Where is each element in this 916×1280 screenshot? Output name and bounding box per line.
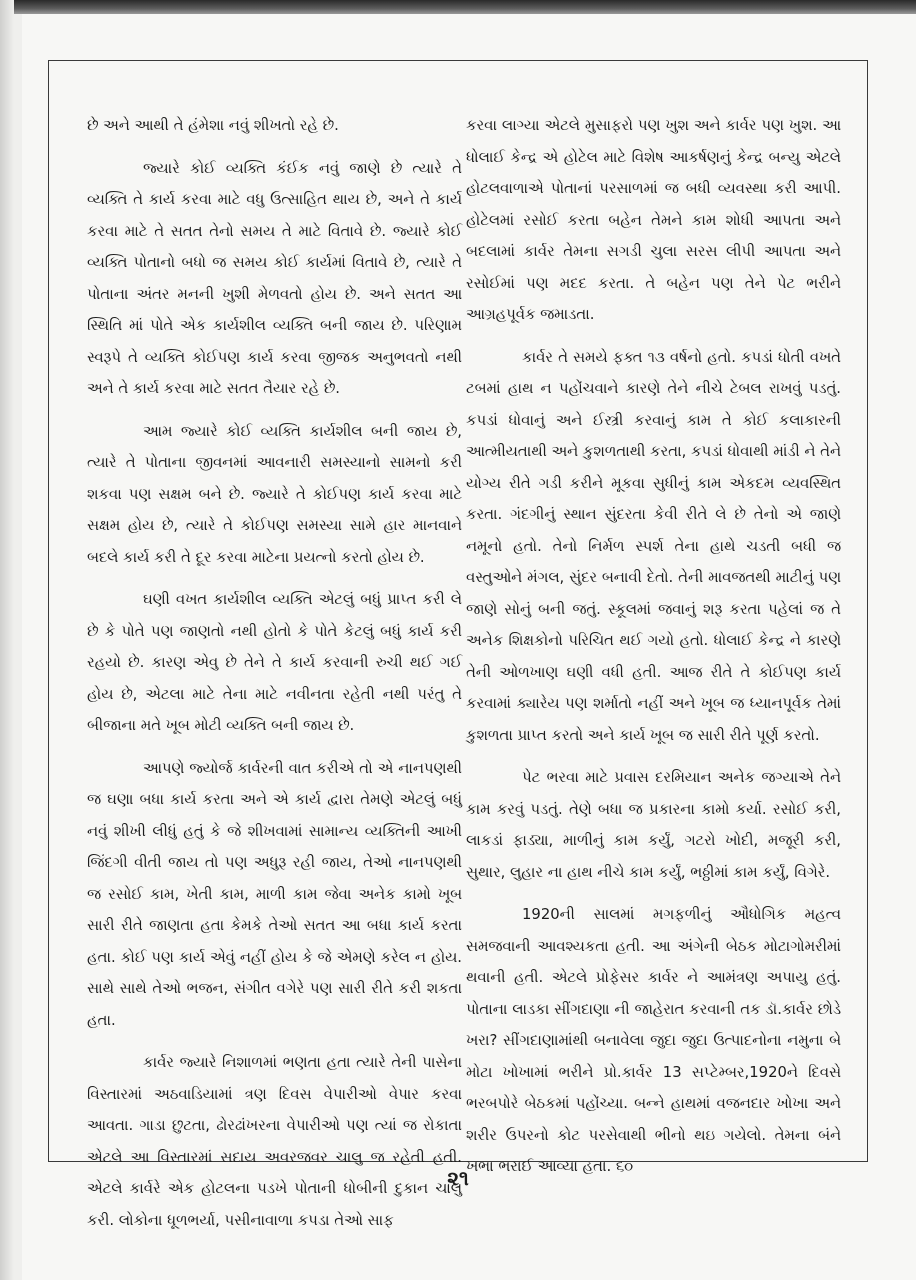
paragraph: આમ જ્યારે કોઈ વ્યક્તિ કાર્યશીલ બની જાય છે, ત્યારે તે પોતાના જીવનમાં આવનારી સમસ્યાનો સામનો કરી શકવા પણ સક્ષમ બને છે. જ્યારે તે કોઈપણ કાર્ય કરવા માટે સક્ષમ હોય છે, ત્યારે તે કોઈપણ સમસ્યા સામે હાર માનવાને બદલે કાર્ય કરી તે દૂર કરવા માટેના પ્રયત્નો કરતો હોય છે. xyxy=(87,422,462,566)
paragraph: 1920ની સાલમાં મગફળીનું ઔધોગિક મહત્વ સમજવાની આવશ્યકતા હતી. આ અંગેની બેઠક મોટાગોમરીમાં થવાની હતી. એટલે પ્રોફેસર કાર્વર ને આમંત્રણ અપાયુ હતું. પોતાના લાડકા સીંગદાણા ની જાહેરાત કરવાની તક ડૉ.કાર્વર છોડે ખરા? સીંગદાણામાંથી બનાવેલા જુદા જુદા ઉત્પાદનોના નમુના બે મોટા ખોખામાં ભરીને પ્રો.કાર્વર 13 સપ્ટેમ્બર,1920ને દિવસે ભરબપોરે બેઠકમાં પહોંચ્યા. બન્ને હાથમાં વજનદાર ખોખા અને શરીર ઉપરનો કોટ પરસેવાથી ભીનો થઇ ગયેલો. તેમના બંને ખભા ભરાઈ આવ્યા હતા. ૬૦ xyxy=(466,906,841,1175)
paragraph: કાર્વર જ્યારે નિશાળમાં ભણતા હતા ત્યારે તેની પાસેના વિસ્તારમાં અઠવાડિયામાં ત્રણ દિવસ વેપારીઓ વેપાર કરવા આવતા. ગાડા છુટતા, ઢોરઢાંખરના વેપારીઓ પણ ત્યાં જ રોકાતા એટલે આ વિસ્તારમાં સદાય અવરજવર ચાલુ જ રહેતી હતી. એટલે કાર્વરે એક હોટલના પડખે પોતાની ધોબીની દુકાન ચાલુ કરી. લોકોના ધૂળભર્યા, પસીનાવાળા કપડા તેઓ સાફ xyxy=(87,1054,462,1229)
page-number: ૨૧ xyxy=(447,1166,469,1190)
scan-left-shadow xyxy=(0,0,14,1280)
paragraph: ઘણી વખત કાર્યશીલ વ્યક્તિ એટલું બધું પ્રાપ્ત કરી લે છે કે પોતે પણ જાણતો નથી હોતો કે પોતે કેટલું બધું કાર્ય કરી રહયો છે. કારણ એવુ છે તેને તે કાર્ય કરવાની રુચી થઈ ગઈ હોય છે, એટલા માટે તેના માટે નવીનતા રહેતી નથી પરંતુ તે બીજાના મતે ખૂબ મોટી વ્યક્તિ બની જાય છે. xyxy=(87,591,462,734)
scan-top-edge xyxy=(0,0,916,14)
paragraph: આપણે જ્યોર્જ કાર્વરની વાત કરીએ તો એ નાનપણથી જ ઘણા બધા કાર્ય કરતા અને એ કાર્ય દ્વારા તેમણે એટલું બધું નવું શીખી લીધું હતું કે જે શીખવામાં સામાન્ય વ્યક્તિની આખી જિંદગી વીતી જાય તો પણ અધુરૂ રહી જાય, તેઓ નાનપણથી જ રસોઈ કામ, ખેતી કામ, માળી કામ જેવા અનેક કામો ખૂબ સારી રીતે જાણતા હતા કેમકે તેઓ સતત આ બધા કાર્ય કરતા હતા. કોઈ પણ કાર્ય એવું નહીં હોય કે જે એમણે કરેલ ન હોય. સાથે સાથે તેઓ ભજન, સંગીત વગેરે પણ સારી રીતે કરી શકતા હતા. xyxy=(87,759,462,1029)
right-text-column xyxy=(466,110,841,1194)
paragraph: જ્યારે કોઈ વ્યક્તિ કંઈક નવું જાણે છે ત્યારે તે વ્યક્તિ તે કાર્ય કરવા માટે વધુ ઉત્સાહિત થાય છે, અને તે કાર્ય કરવા માટે તે સતત તેનો સમય તે માટે વિતાવે છે. જ્યારે કોઈ વ્યક્તિ પોતાનો બધો જ સમય કોઈ કાર્યમાં વિતાવે છે, ત્યારે તે પોતાના અંતર મનની ખુશી મેળવતો હોય છે. અને સતત આ સ્થિતિ માં પોતે એક કાર્યશીલ વ્યક્તિ બની જાય છે. પરિણામ સ્વરૂપે તે વ્યક્તિ કોઈપણ કાર્ય કરવા જીજક અનુભવતો નથી અને તે કાર્ય કરવા માટે સતત તૈયાર રહે છે. xyxy=(87,159,462,397)
paragraph: કરવા લાગ્યા એટલે મુસાફરો પણ ખુશ અને કાર્વર પણ ખુશ. આ ધોલાઈ કેન્દ્ર એ હોટેલ માટે વિશેષ આકર્ષણનું કેન્દ્ર બન્યુ એટલે હોટલવાળાએ પોતાનાં પરસાળમાં જ બધી વ્યવસ્થા કરી આપી. હોટેલમાં રસોઈ કરતા બહેન તેમને કામ શોધી આપતા અને બદલામાં કાર્વર તેમના સગડી ચુલા સરસ લીપી આપતા અને રસોઈમાં પણ મદદ કરતા. તે બહેન પણ તેને પેટ ભરીને આગ્રહપૂર્વક જમાડતા. xyxy=(466,117,841,323)
paragraph: પેટ ભરવા માટે પ્રવાસ દરમિયાન અનેક જગ્યાએ તેને કામ કરવું પડતું. તેણે બધા જ પ્રકારના કામો કર્યા. રસોઈ કરી, લાકડાં ફાડ્યા, માળીનું કામ કર્યું, ગટરો ખોદી, મજૂરી કરી, સુથાર, લુહાર ના હાથ નીચે કામ કર્યું, ભઠ્ઠીમાં કામ કર્યું, વિગેરે. xyxy=(466,769,841,881)
left-text-column xyxy=(87,110,462,1247)
paragraph: કાર્વર તે સમયે ફક્ત ૧૩ વર્ષનો હતો. કપડાં ધોતી વખતે ટબમાં હાથ ન પહોંચવાને કારણે તેને નીચે ટેબલ રાખવું પડતું. કપડાં ધોવાનું અને ઈસ્ત્રી કરવાનું કામ તે કોઈ કલાકારની આત્મીયતાથી અને કુશળતાથી કરતા, કપડાં ધોવાથી માંડી ને તેને યોગ્ય રીતે ગડી કરીને મૂકવા સુધીનું કામ એકદમ વ્યવસ્થિત કરતા. ગંદગીનું સ્થાન સુંદરતા કેવી રીતે લે છે તેનો એ જાણે નમૂનો હતો. તેનો નિર્મળ સ્પર્શ તેના હાથે ચડતી બધી જ વસ્તુઓને મંગલ, સુંદર બનાવી દેતો. તેની માવજતથી માટીનું પણ જાણે સોનું બની જતું. સ્કૂલમાં જવાનું શરૂ કરતા પહેલાં જ તે અનેક શિક્ષકોનો પરિચિત થઈ ગયો હતો. ધોલાઈ કેન્દ્ર ને કારણે તેની ઓળખાણ ઘણી વધી હતી. આજ રીતે તે કોઈપણ કાર્ય કરવામાં ક્યારેય પણ શર્માતો નહીં અને ખૂબ જ ધ્યાનપૂર્વક તેમાં કુશળતા પ્રાપ્ત કરતો અને કાર્ય ખૂબ જ સારી રીતે પૂર્ણ કરતો. xyxy=(466,348,841,744)
paragraph: છે અને આથી તે હંમેશા નવું શીખતો રહે છે. xyxy=(87,117,339,134)
